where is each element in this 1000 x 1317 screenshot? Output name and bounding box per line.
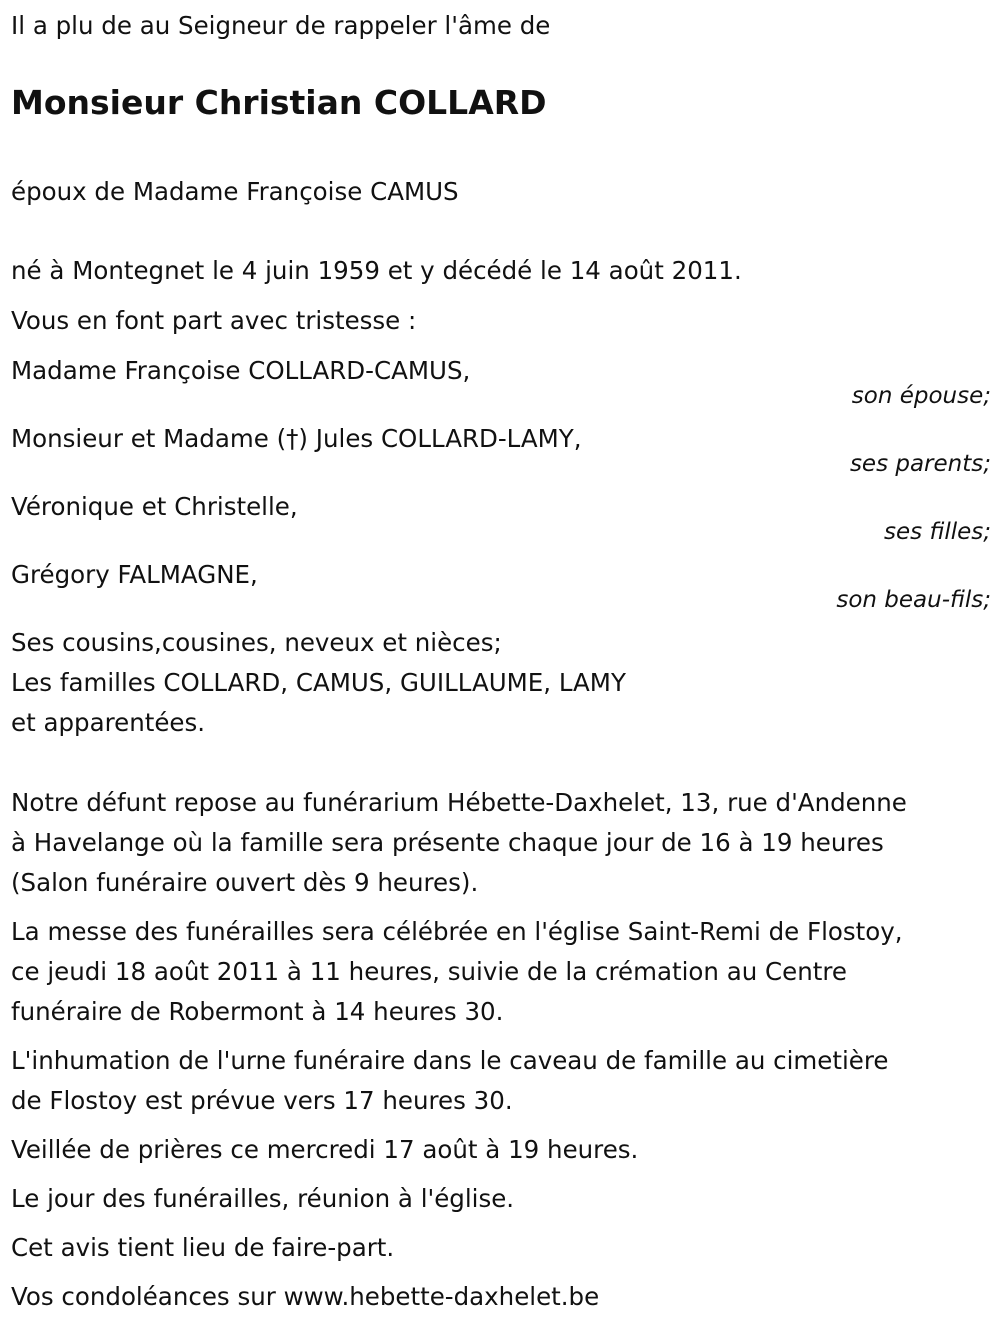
mass-paragraph xyxy=(11,912,991,1032)
condolences-line: Vos condoléances sur www.hebette-daxhelet.be xyxy=(11,1282,600,1311)
extended-family-line: Les familles COLLARD, CAMUS, GUILLAUME, LAMY xyxy=(11,668,626,697)
obituary-notice xyxy=(11,0,991,1317)
family-relation: son beau-fils; xyxy=(836,587,991,613)
announcement-line: Vous en font part avec tristesse : xyxy=(11,306,417,335)
family-name: Madame Françoise COLLARD-CAMUS, xyxy=(11,356,471,385)
family-entry xyxy=(11,351,991,409)
family-relation: son épouse; xyxy=(851,383,991,409)
meeting-line: Le jour des funérailles, réunion à l'église. xyxy=(11,1184,515,1213)
funeral-home-paragraph xyxy=(11,783,991,903)
burial-paragraph xyxy=(11,1041,991,1121)
extended-family-line: Ses cousins,cousines, neveux et nièces; xyxy=(11,628,502,657)
family-relation: ses parents; xyxy=(849,451,991,477)
mass-line: ce jeudi 18 août 2011 à 11 heures, suivie de la crémation au Centre xyxy=(11,957,847,986)
burial-line: L'inhumation de l'urne funéraire dans le caveau de famille au cimetière xyxy=(11,1046,889,1075)
funeral-home-line: (Salon funéraire ouvert dès 9 heures). xyxy=(11,868,479,897)
family-list xyxy=(11,351,991,613)
burial-line: de Flostoy est prévue vers 17 heures 30. xyxy=(11,1086,513,1115)
family-name: Véronique et Christelle, xyxy=(11,492,298,521)
vigil-line: Veillée de prières ce mercredi 17 août à 19 heures. xyxy=(11,1135,639,1164)
funeral-home-line: Notre défunt repose au funérarium Hébette-Daxhelet, 13, rue d'Andenne xyxy=(11,788,907,817)
notice-line: Cet avis tient lieu de faire-part. xyxy=(11,1233,395,1262)
extended-family-line: et apparentées. xyxy=(11,708,206,737)
spouse-line: époux de Madame Françoise CAMUS xyxy=(11,177,459,206)
family-name: Grégory FALMAGNE, xyxy=(11,560,258,589)
mass-line: La messe des funérailles sera célébrée en l'église Saint-Remi de Flostoy, xyxy=(11,917,903,946)
funeral-home-line: à Havelange où la famille sera présente chaque jour de 16 à 19 heures xyxy=(11,828,884,857)
birth-death-line: né à Montegnet le 4 juin 1959 et y décédé le 14 août 2011. xyxy=(11,256,742,285)
family-name: Monsieur et Madame (†) Jules COLLARD-LAMY, xyxy=(11,424,582,453)
family-entry xyxy=(11,555,991,613)
mass-line: funéraire de Robermont à 14 heures 30. xyxy=(11,997,504,1026)
intro-text: Il a plu de au Seigneur de rappeler l'âme de xyxy=(11,11,551,40)
family-entry xyxy=(11,419,991,477)
deceased-name: Monsieur Christian COLLARD xyxy=(11,83,547,122)
family-relation: ses filles; xyxy=(884,519,991,545)
family-entry xyxy=(11,487,991,545)
extended-family xyxy=(11,623,991,743)
